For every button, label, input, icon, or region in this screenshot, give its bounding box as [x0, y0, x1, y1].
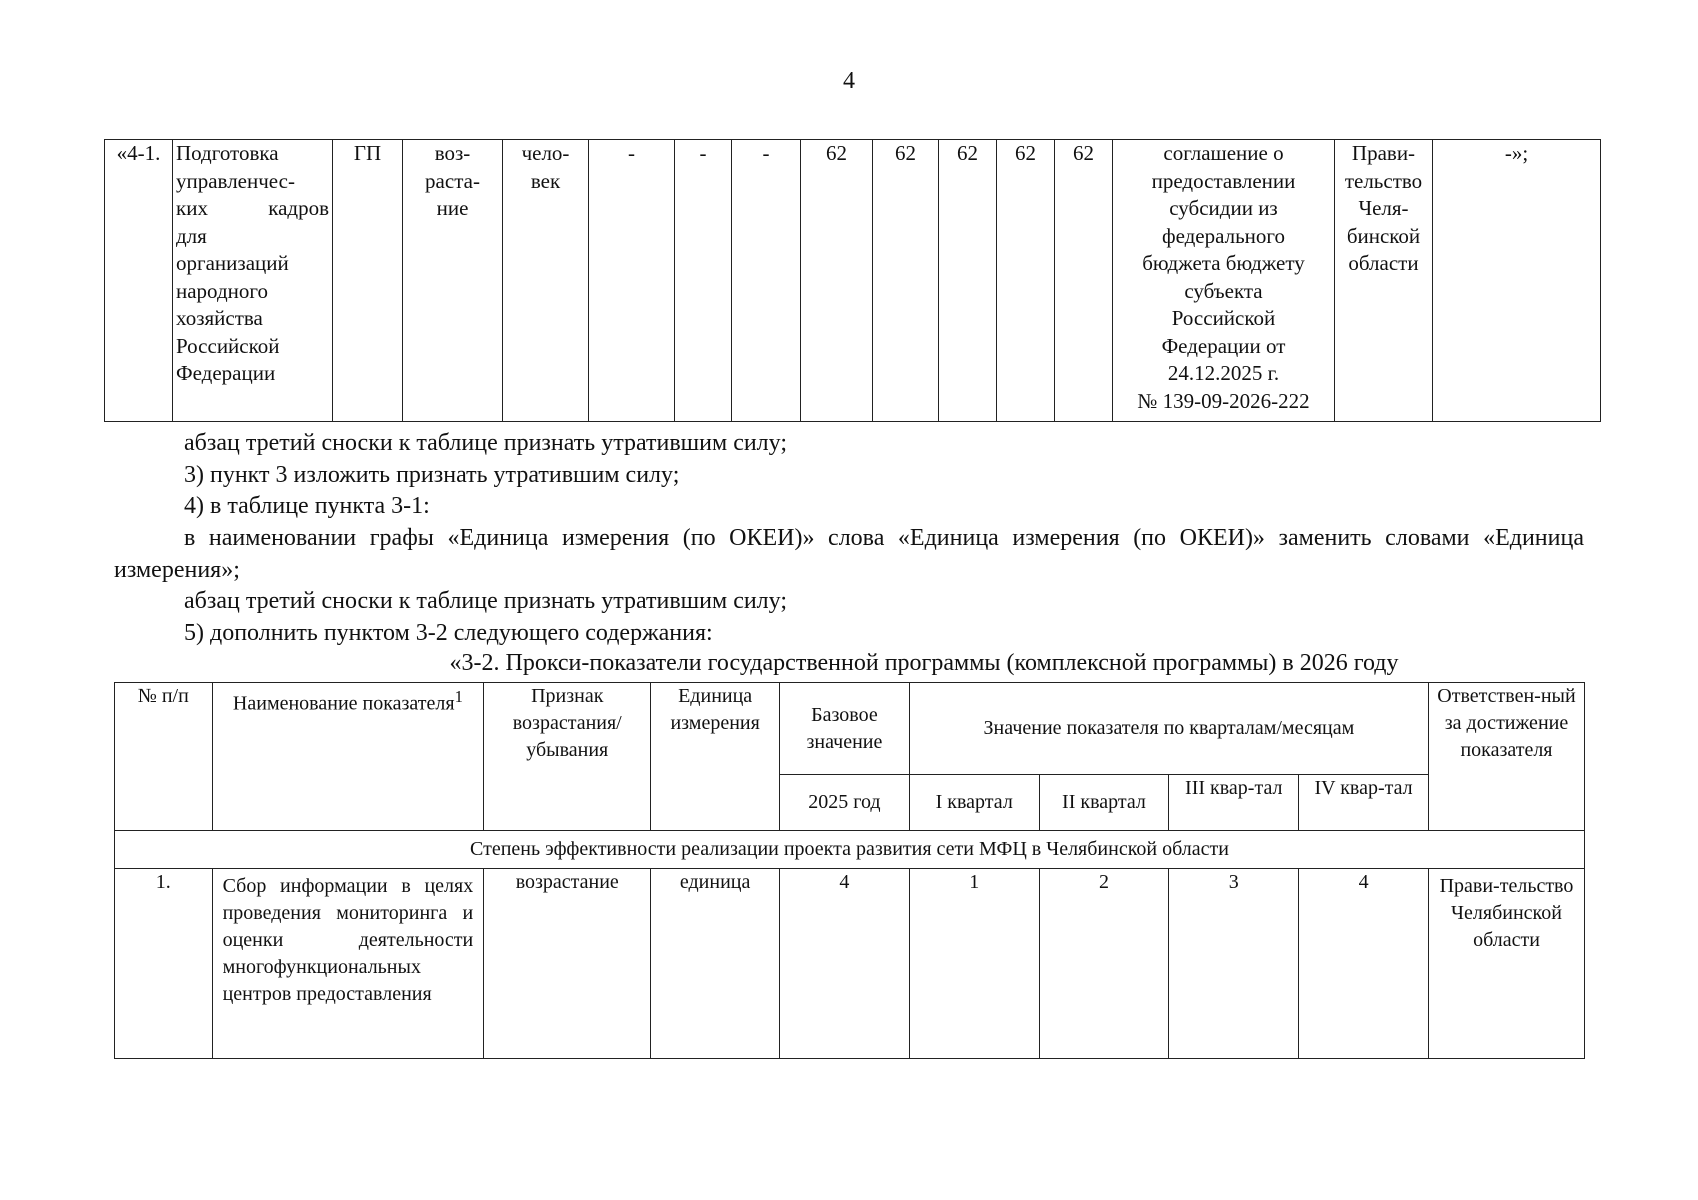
name-line: Подготовка — [176, 141, 279, 165]
header-q1: I квартал — [909, 775, 1039, 831]
indicator-name: Сбор информации в целях проведения мониторинга и оценки деятельности многофункциональных центров предоставления — [212, 869, 484, 1059]
table-row — [115, 869, 1585, 1059]
header-q4: IV квар-тал — [1299, 775, 1429, 831]
direction-line: раста- — [425, 168, 480, 193]
document-line: соглашение о — [1163, 141, 1284, 165]
name-line: Федерации — [176, 361, 276, 385]
q1-value: 1 — [909, 869, 1039, 1059]
q2-value: 2 — [1039, 869, 1169, 1059]
document-line: бюджета бюджету — [1142, 251, 1305, 275]
responsible-cell: Прави-тельство Челябинской области — [1428, 869, 1584, 1059]
table-row — [105, 140, 1601, 422]
footnote-mark: 1 — [454, 687, 463, 706]
header-base-year: 2025 год — [780, 775, 910, 831]
closing-cell: -»; — [1433, 140, 1601, 422]
responsible-line: Челя- — [1358, 196, 1409, 220]
header-num: № п/п — [115, 683, 213, 831]
name-line: народного — [176, 278, 268, 303]
paragraph: в наименовании графы «Единица измерения (по ОКЕИ)» слова «Единица измерения (по ОКЕИ)» заменить словами «Единица измерения»; — [114, 525, 1584, 583]
unit-line: век — [530, 168, 561, 193]
q4-value: 4 — [1299, 869, 1429, 1059]
header-name-text: Наименование показателя — [232, 692, 455, 715]
responsible-line: области — [1348, 251, 1419, 275]
header-q2: II квартал — [1039, 775, 1169, 831]
name-line: Российской — [176, 333, 280, 358]
document-line: субъекта — [1184, 278, 1263, 303]
header-base: Базовое значение — [780, 683, 910, 775]
document-line: субсидии из — [1169, 196, 1278, 220]
level-cell: ГП — [333, 140, 403, 422]
header-unit: Единица измерения — [651, 683, 780, 831]
value-cell: - — [589, 140, 675, 422]
row-number: «4-1. — [105, 140, 173, 422]
unit-line: чело- — [521, 141, 570, 165]
value-cell: 62 — [939, 140, 997, 422]
header-direction: Признак возрастания/ убывания — [484, 683, 651, 831]
responsible-line: бинской — [1346, 223, 1421, 248]
document-line: № 139-09-2026-222 — [1137, 388, 1310, 413]
row-number: 1. — [115, 869, 213, 1059]
indicator-table-continued — [104, 139, 1601, 422]
responsible-line: тельство — [1344, 168, 1423, 193]
value-cell: - — [732, 140, 801, 422]
responsible-line: Прави- — [1351, 141, 1416, 165]
direction-cell — [403, 140, 503, 422]
paragraph: 4) в таблице пункта 3-1: — [184, 493, 430, 519]
q3-value: 3 — [1169, 869, 1299, 1059]
document-cell — [1113, 140, 1335, 422]
paragraph: 5) дополнить пунктом 3-2 следующего содержания: — [184, 620, 713, 646]
indicator-name — [173, 140, 333, 422]
paragraph: 3) пункт 3 изложить признать утратившим силу; — [184, 462, 680, 488]
name-line: для — [176, 223, 207, 248]
page-number: 4 — [843, 68, 855, 94]
paragraph: абзац третий сноски к таблице признать утратившим силу; — [184, 588, 788, 614]
header-q3: III квар-тал — [1169, 775, 1299, 831]
paragraph: абзац третий сноски к таблице признать утратившим силу; — [184, 430, 788, 456]
name-line: управленчес- — [176, 168, 295, 193]
base-value: 4 — [780, 869, 910, 1059]
section-row — [115, 831, 1585, 869]
responsible-cell — [1335, 140, 1433, 422]
document-line: федерального — [1161, 223, 1286, 248]
name-line: хозяйства — [176, 306, 263, 330]
table-caption: «3-2. Прокси-показатели государственной программы (комплексной программы) в 2026 году — [449, 650, 1399, 676]
name-line: организаций — [176, 251, 289, 275]
header-responsible: Ответствен-ный за достижение показателя — [1428, 683, 1584, 831]
direction-line: воз- — [434, 141, 471, 165]
header-name — [212, 683, 484, 831]
direction-cell: возрастание — [484, 869, 651, 1059]
unit-cell: единица — [651, 869, 780, 1059]
header-row — [115, 683, 1585, 775]
header-quarters: Значение показателя по кварталам/месяцам — [909, 683, 1428, 775]
value-cell: 62 — [997, 140, 1055, 422]
unit-cell — [503, 140, 589, 422]
value-cell: - — [675, 140, 732, 422]
name-line: ких кадров — [176, 196, 329, 220]
document-line: 24.12.2025 г. — [1167, 361, 1280, 385]
value-cell: 62 — [801, 140, 873, 422]
section-title: Степень эффективности реализации проекта развития сети МФЦ в Челябинской области — [115, 831, 1585, 869]
direction-line: ние — [436, 196, 469, 220]
document-line: предоставлении — [1151, 168, 1296, 193]
proxy-indicators-table — [114, 682, 1585, 1059]
document-line: Российской — [1171, 306, 1276, 330]
document-line: Федерации от — [1161, 333, 1286, 358]
value-cell: 62 — [1055, 140, 1113, 422]
value-cell: 62 — [873, 140, 939, 422]
